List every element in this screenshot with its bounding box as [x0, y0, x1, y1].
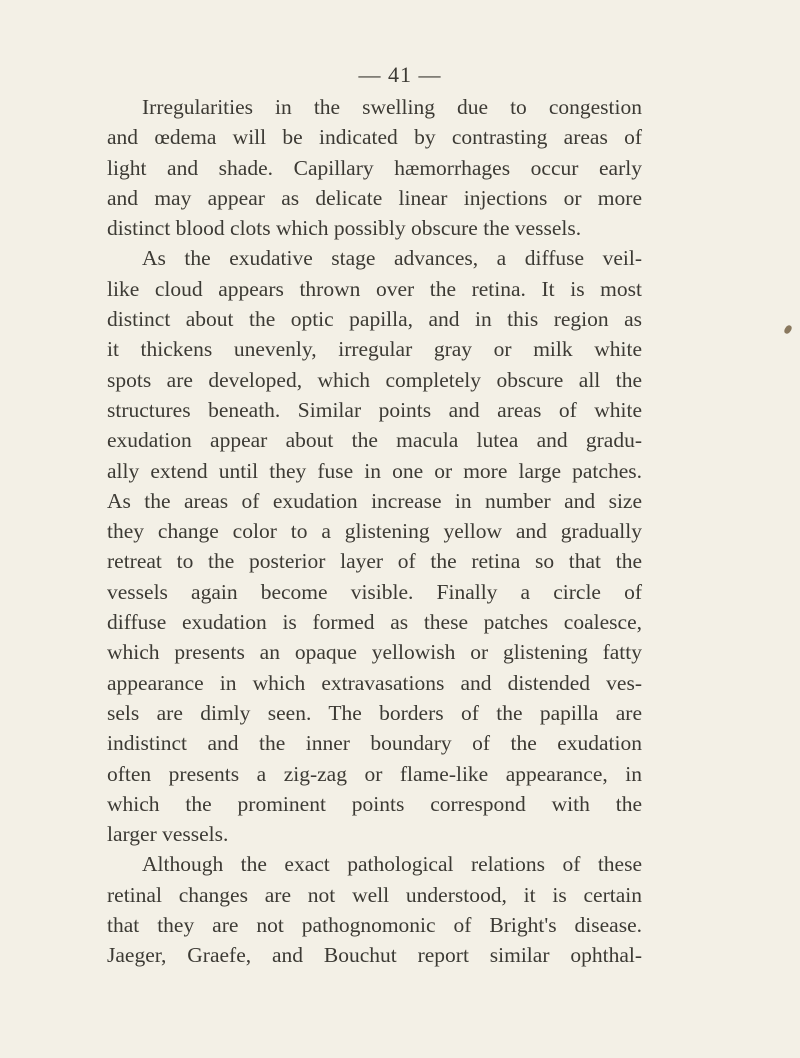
- text-line: ally extend until they fuse in one or more large patches.: [107, 458, 642, 483]
- text-line: and may appear as delicate linear injections or more: [107, 185, 642, 210]
- text-line: vessels again become visible. Finally a circle of: [107, 579, 642, 604]
- text-line: they change color to a glistening yellow and gradually: [107, 519, 642, 544]
- text-line: Irregularities in the swelling due to congestion: [142, 95, 642, 119]
- ink-blot: [783, 324, 793, 335]
- text-line: which the prominent points correspond with the: [107, 791, 642, 816]
- text-line: structures beneath. Similar points and areas of white: [107, 397, 642, 422]
- text-line: it thickens unevenly, irregular gray or milk white: [107, 337, 642, 362]
- text-line: Although the exact pathological relations of these: [142, 852, 642, 877]
- text-line: larger vessels.: [107, 822, 229, 847]
- body-text: [107, 92, 642, 971]
- text-line: indistinct and the inner boundary of the exudation: [107, 731, 642, 756]
- text-line: retreat to the posterior layer of the retina so that the: [107, 549, 642, 574]
- text-line: sels are dimly seen. The borders of the papilla are: [107, 700, 642, 725]
- text-line: often presents a zig-zag or flame-like appearance, in: [107, 761, 642, 786]
- text-line: As the exudative stage advances, a diffuse veil-: [142, 246, 642, 271]
- text-line: light and shade. Capillary hæmorrhages occur early: [107, 155, 642, 180]
- text-line: exudation appear about the macula lutea and gradu-: [107, 428, 642, 453]
- text-line: Jaeger, Graefe, and Bouchut report similar ophthal-: [107, 943, 642, 968]
- page-number: — 41 —: [358, 62, 442, 87]
- text-line: that they are not pathognomonic of Bright's disease.: [107, 913, 642, 938]
- text-line: and œdema will be indicated by contrasting areas of: [107, 125, 642, 150]
- text-line: spots are developed, which completely obscure all the: [107, 367, 642, 392]
- text-line: diffuse exudation is formed as these patches coalesce,: [107, 610, 642, 635]
- text-line: distinct about the optic papilla, and in this region as: [107, 307, 642, 332]
- text-line: which presents an opaque yellowish or glistening fatty: [107, 640, 642, 665]
- text-line: distinct blood clots which possibly obscure the vessels.: [107, 216, 582, 241]
- text-line: retinal changes are not well understood, it is certain: [107, 882, 642, 907]
- text-line: like cloud appears thrown over the retina. It is most: [107, 276, 642, 301]
- text-line: appearance in which extravasations and distended ves-: [107, 670, 642, 695]
- text-line: As the areas of exudation increase in number and size: [107, 488, 642, 513]
